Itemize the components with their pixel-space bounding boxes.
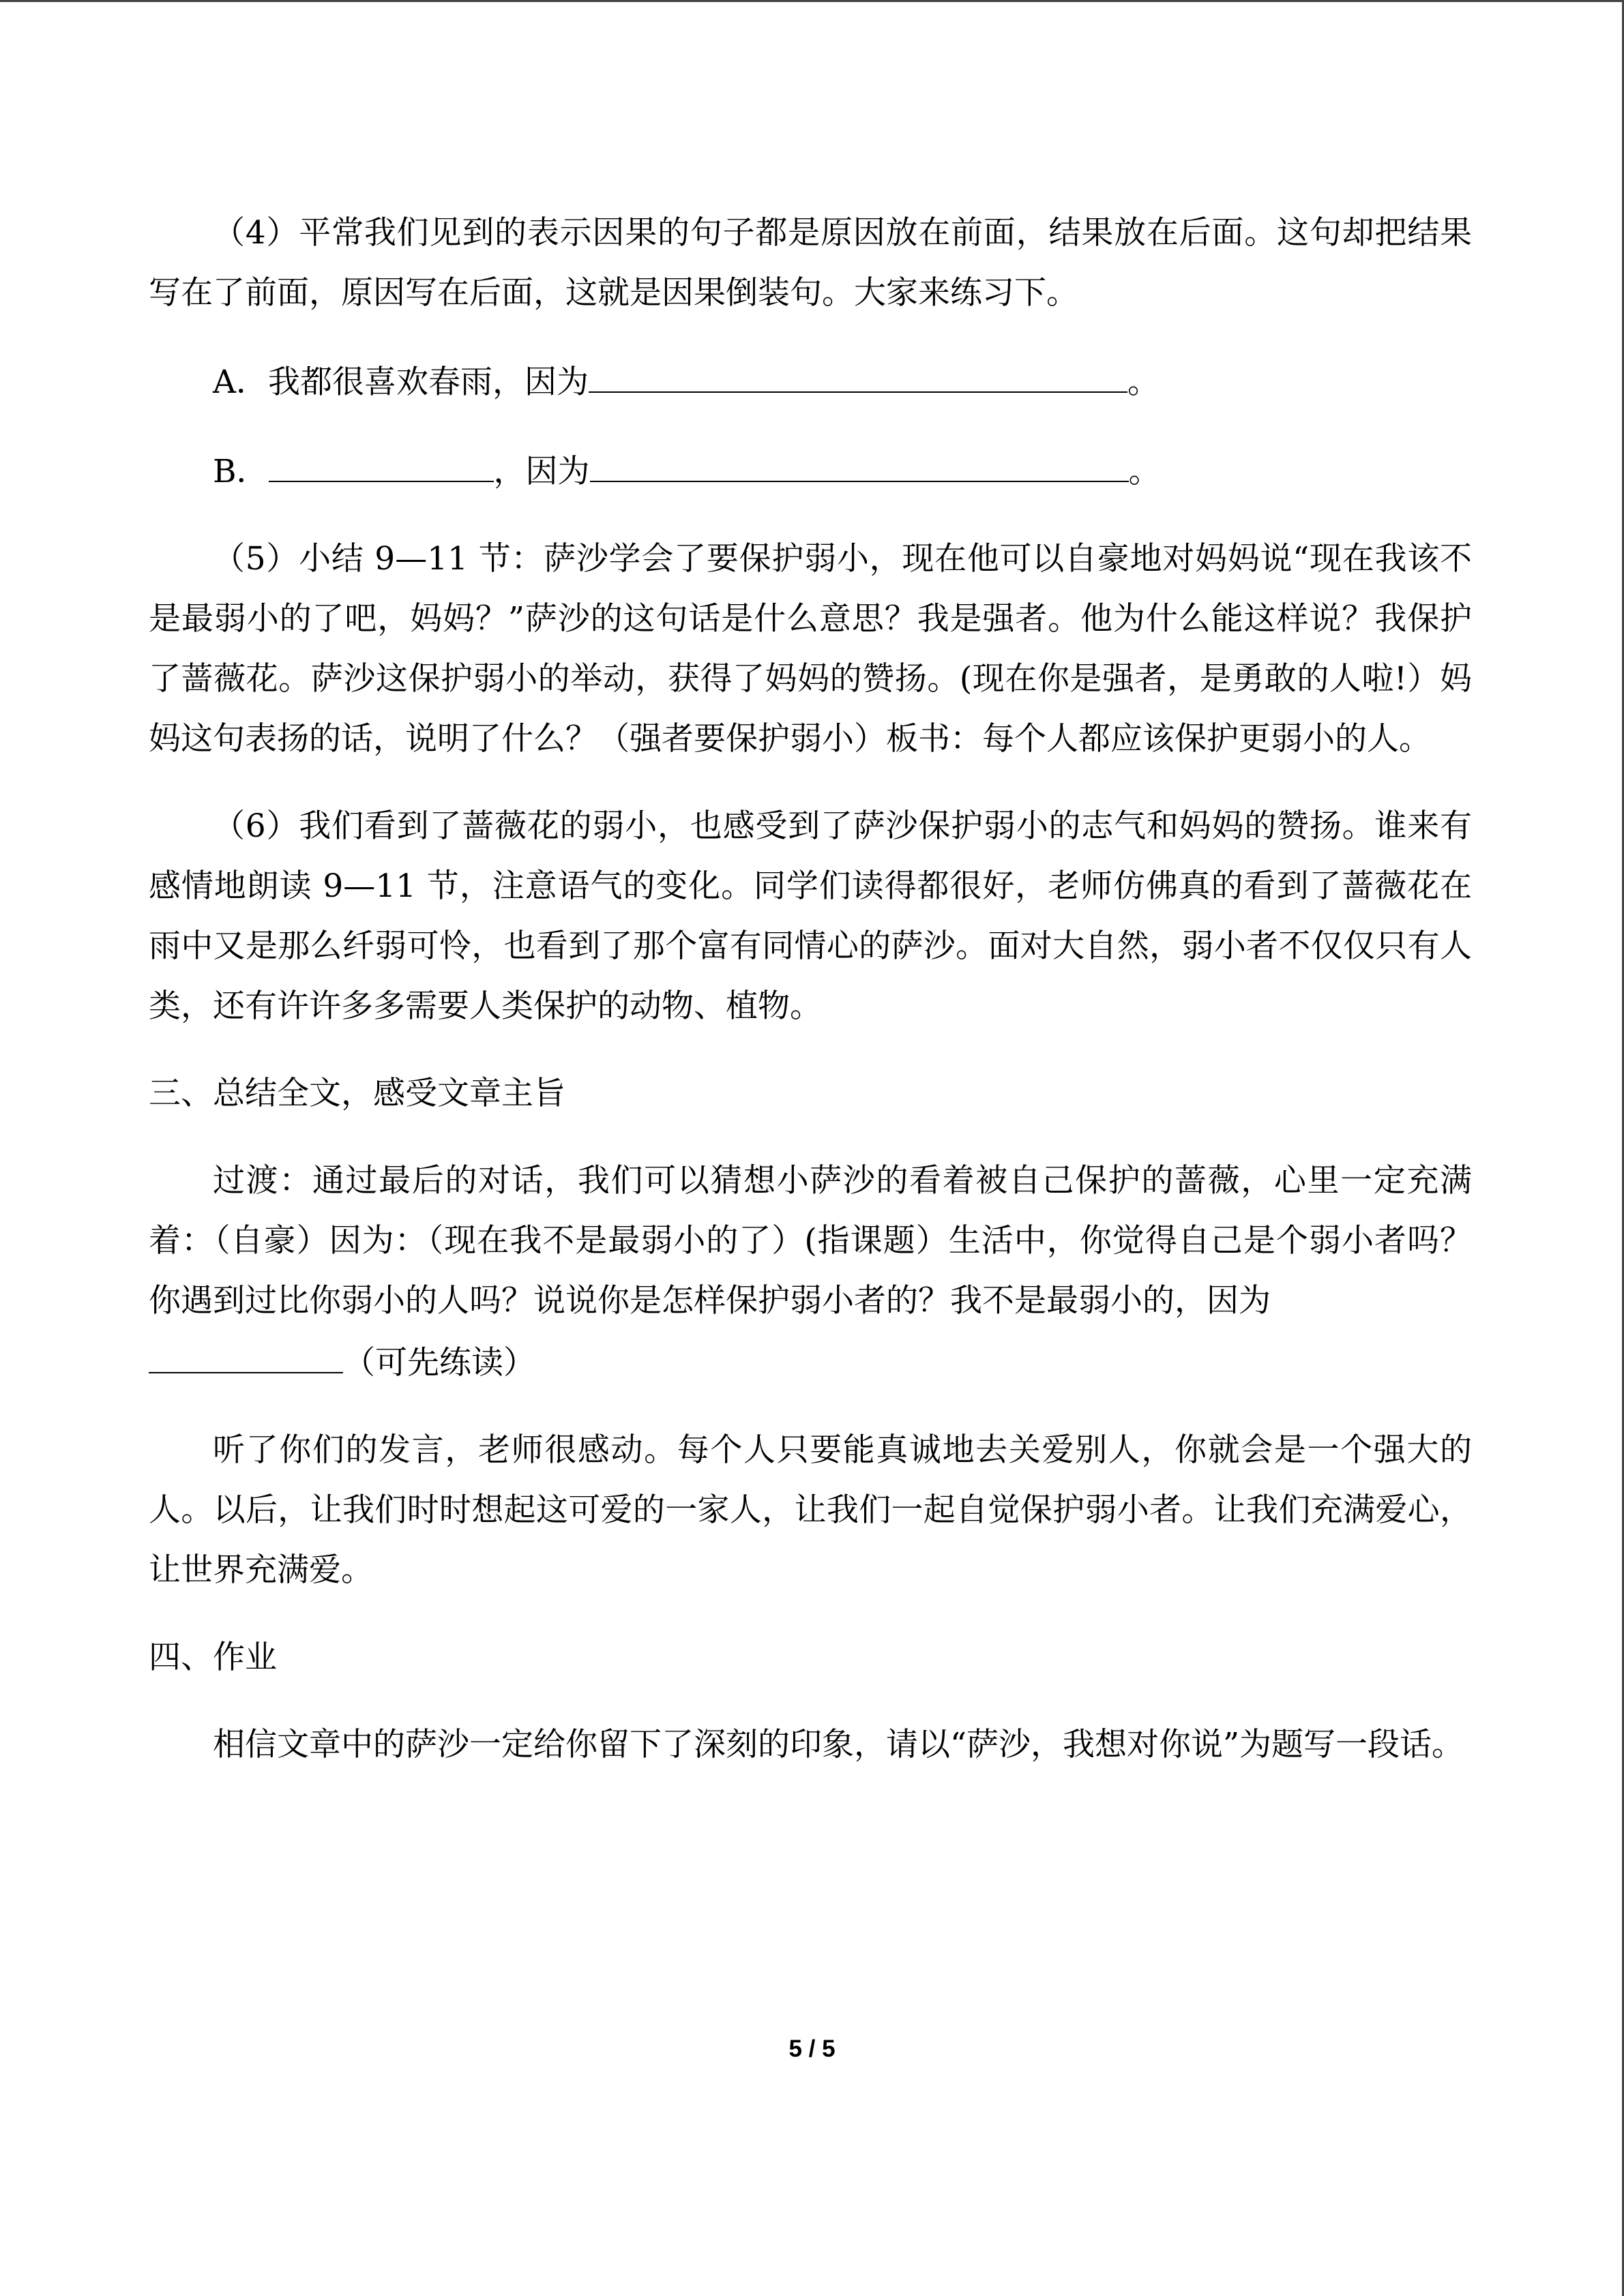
closing-paragraph: 听了你们的发言，老师很感动。每个人只要能真诚地去关爱别人，你就会是一个强大的人。以后，让我们时时想起这可爱的一家人，让我们一起自觉保护弱小者。让我们充满爱心，让世界充满爱。: [149, 1431, 1472, 1589]
section-heading-3: 三、总结全文，感受文章主旨: [149, 1075, 565, 1112]
exercise-a-blank[interactable]: [589, 351, 1127, 393]
transition-paragraph: [149, 1151, 1472, 1393]
page-number: 5 / 5: [788, 2036, 836, 2062]
paragraph-6: （6）我们看到了蔷薇花的弱小，也感受到了萨沙保护弱小的志气和妈妈的赞扬。谁来有感情地朗读 9—11 节，注意语气的变化。同学们读得都很好，老师仿佛真的看到了蔷薇花在雨中又是那么纤弱可怜，也看到了那个富有同情心的萨沙。面对大自然，弱小者不仅仅只有人类，还有许许多多需要人类保护的动物、植物。: [149, 807, 1472, 1025]
exercise-b-blank-2[interactable]: [590, 440, 1129, 482]
exercise-b-blank-1[interactable]: [269, 440, 494, 482]
section-heading-4: 四、作业: [149, 1639, 277, 1676]
page-content: [149, 203, 1472, 1775]
transition-text: 过渡：通过最后的对话，我们可以猜想小萨沙的看着被自己保护的蔷薇，心里一定充满着：（自豪）因为：（现在我不是最弱小的了）(指课题）生活中，你觉得自己是个弱小者吗？你遇到过比你弱小的人吗？说说你是怎样保护弱小者的？我不是最弱小的，因为: [149, 1162, 1472, 1320]
transition-suffix: （可先练读）: [343, 1344, 535, 1382]
paragraph-4: （4）平常我们见到的表示因果的句子都是原因放在前面，结果放在后面。这句却把结果写在了前面，原因写在后面，这就是因果倒装句。大家来练习下。: [149, 214, 1472, 312]
transition-blank[interactable]: [149, 1331, 343, 1373]
paragraph-5: （5）小结 9—11 节：萨沙学会了要保护弱小，现在他可以自豪地对妈妈说“现在我该不是最弱小的了吧，妈妈？”萨沙的这句话是什么意思？我是强者。他为什么能这样说？我保护了蔷薇花。萨沙这保护弱小的举动，获得了妈妈的赞扬。(现在你是强者，是勇敢的人啦!）妈妈这句表扬的话，说明了什么？（强者要保护弱小）板书：每个人都应该保护更弱小的人。: [149, 540, 1472, 758]
top-border: [0, 0, 1624, 2]
exercise-b-suffix: 。: [1128, 453, 1161, 490]
exercise-a-prefix: A．我都很喜欢春雨，因为: [213, 363, 589, 401]
exercise-a-suffix: 。: [1127, 363, 1160, 401]
homework-paragraph: 相信文章中的萨沙一定给你留下了深刻的印象，请以“萨沙，我想对你说”为题写一段话。: [213, 1726, 1464, 1763]
exercise-b: [149, 440, 1472, 502]
exercise-b-mid: ，因为: [493, 453, 590, 490]
exercise-a: [149, 351, 1472, 413]
exercise-b-prefix: B．: [213, 453, 269, 490]
